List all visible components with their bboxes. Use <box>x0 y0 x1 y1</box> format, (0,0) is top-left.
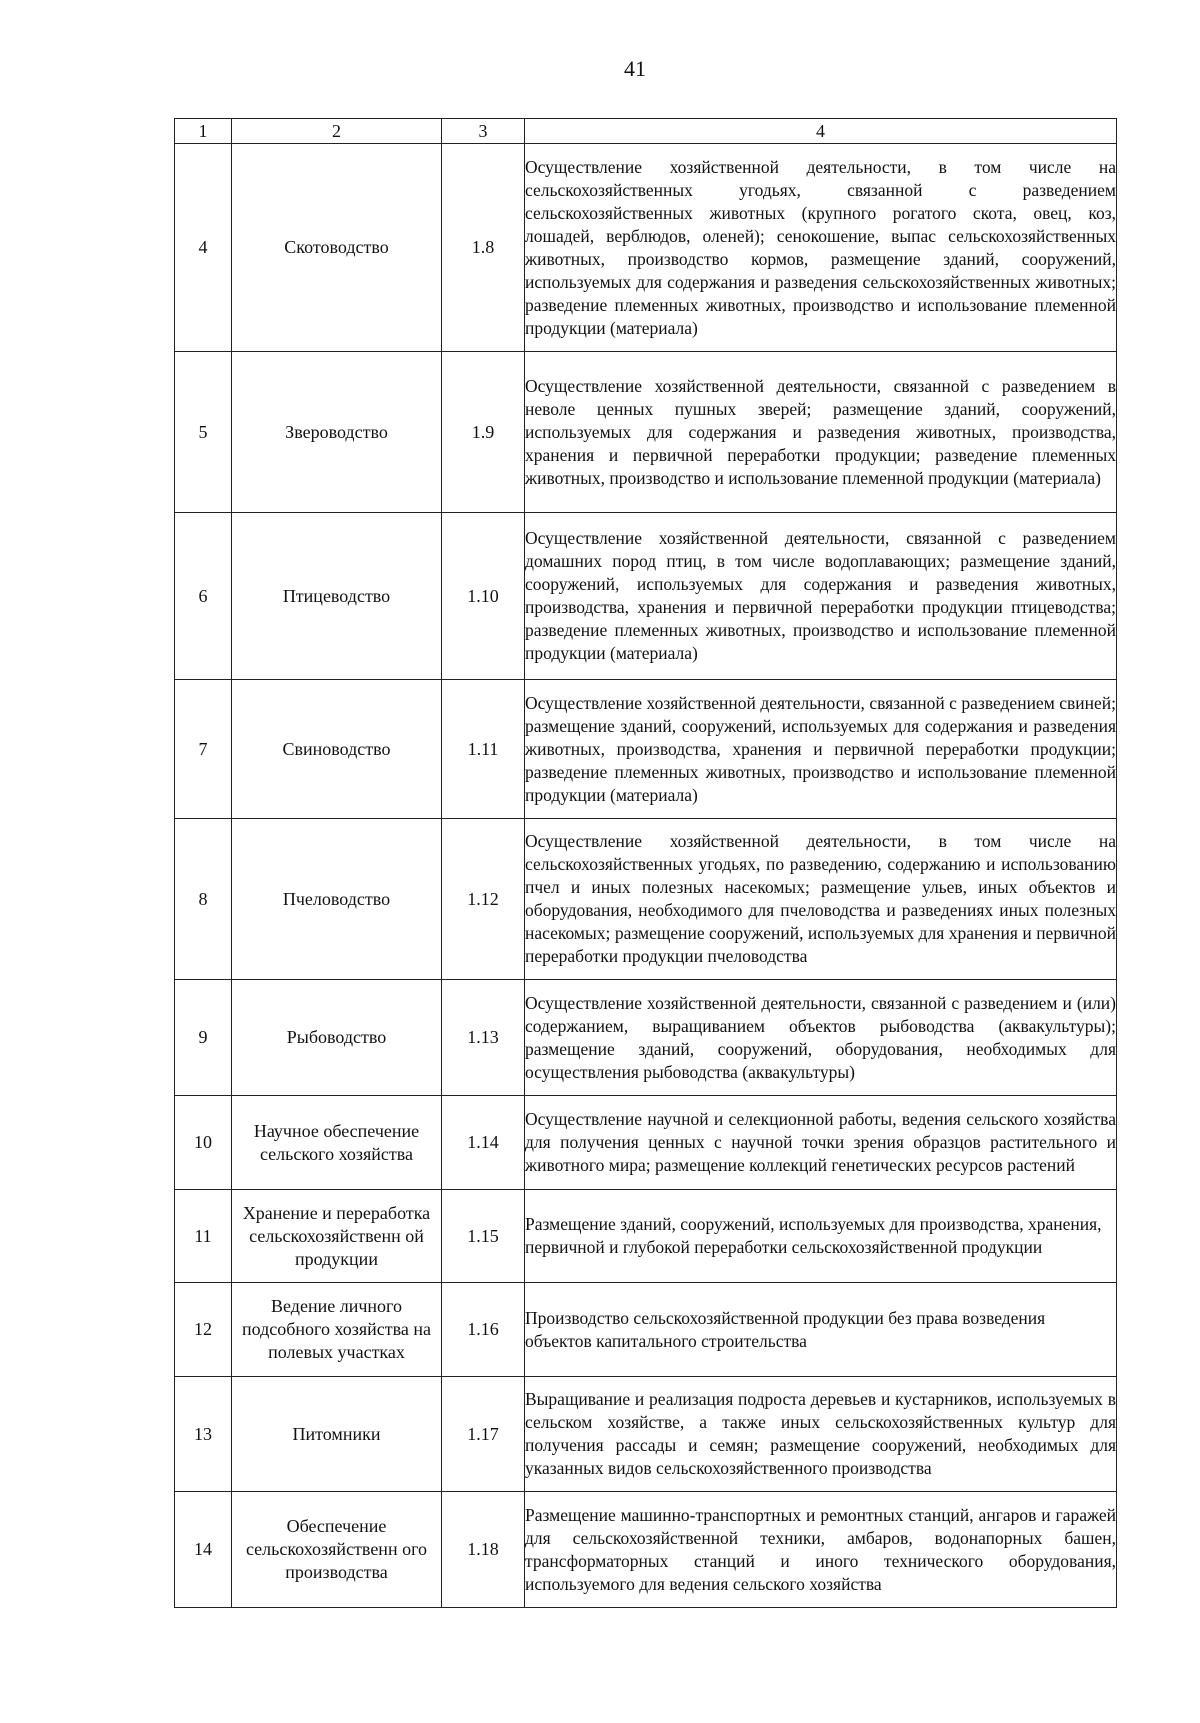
header-cell: 1 <box>175 119 232 144</box>
land-use-description: Осуществление хозяйственной деятельности, связанной с разведением и (или) содержанием, выращиванием объектов рыбоводства (аквакультуры); размещение зданий, сооружений, оборудования, необходимых для осуществления рыбоводства (аквакультуры) <box>525 980 1117 1096</box>
header-cell: 3 <box>442 119 525 144</box>
land-use-table <box>174 118 1117 1608</box>
header-cell: 2 <box>232 119 442 144</box>
land-use-name: Питомники <box>232 1377 442 1492</box>
land-use-name: Рыбоводство <box>232 980 442 1096</box>
land-use-description: Осуществление научной и селекционной работы, ведения сельского хозяйства для получения ценных с научной точки зрения образцов растительного и животного мира; размещение коллекций генетических ресурсов растений <box>525 1096 1117 1190</box>
land-use-code: 1.18 <box>442 1492 525 1608</box>
table-row <box>175 980 1117 1096</box>
land-use-description: Осуществление хозяйственной деятельности, связанной с разведением домашних пород птиц, в том числе водоплавающих; размещение зданий, сооружений, используемых для содержания и разведения животных, производства, хранения и первичной переработки продукции птицеводства; разведение племенных животных, производство и использование племенной продукции (материала) <box>525 513 1117 680</box>
header-cell: 4 <box>525 119 1117 144</box>
row-number: 10 <box>175 1096 232 1190</box>
land-use-description: Осуществление хозяйственной деятельности, связанной с разведением в неволе ценных пушных зверей; размещение зданий, сооружений, используемых для содержания и разведения животных, производства, хранения и первичной переработки продукции; разведение племенных животных, производство и использование племенной продукции (материала) <box>525 352 1117 513</box>
land-use-description: Осуществление хозяйственной деятельности, в том числе на сельскохозяйственных угодьях, связанной с разведением сельскохозяйственных животных (крупного рогатого скота, овец, коз, лошадей, верблюдов, оленей); сенокошение, выпас сельскохозяйственных животных, производство кормов, размещение зданий, сооружений, используемых для содержания и разведения сельскохозяйственных животных; разведение племенных животных, производство и использование племенной продукции (материала) <box>525 144 1117 352</box>
land-use-code: 1.15 <box>442 1190 525 1283</box>
table-row <box>175 1283 1117 1377</box>
land-use-code: 1.9 <box>442 352 525 513</box>
land-use-code: 1.12 <box>442 819 525 980</box>
table-row <box>175 1377 1117 1492</box>
land-use-name: Свиноводство <box>232 680 442 819</box>
land-use-code: 1.8 <box>442 144 525 352</box>
table-row <box>175 1190 1117 1283</box>
land-use-description: Осуществление хозяйственной деятельности, в том числе на сельскохозяйственных угодьях, по разведению, содержанию и использованию пчел и иных полезных насекомых; размещение ульев, иных объектов и оборудования, необходимого для пчеловодства и разведениях иных полезных насекомых; размещение сооружений, используемых для хранения и первичной переработки продукции пчеловодства <box>525 819 1117 980</box>
table-row <box>175 352 1117 513</box>
land-use-code: 1.14 <box>442 1096 525 1190</box>
land-use-code: 1.16 <box>442 1283 525 1377</box>
table-row <box>175 680 1117 819</box>
land-use-description: Размещение зданий, сооружений, используемых для производства, хранения, первичной и глубокой переработки сельскохозяйственной продукции <box>525 1190 1117 1283</box>
land-use-code: 1.13 <box>442 980 525 1096</box>
land-use-code: 1.11 <box>442 680 525 819</box>
row-number: 13 <box>175 1377 232 1492</box>
land-use-code: 1.10 <box>442 513 525 680</box>
land-use-name: Научное обеспечение сельского хозяйства <box>232 1096 442 1190</box>
land-use-name: Обеспечение сельскохозяйственн ого производства <box>232 1492 442 1608</box>
land-use-description: Осуществление хозяйственной деятельности, связанной с разведением свиней; размещение зданий, сооружений, используемых для содержания и разведения животных, производства, хранения и первичной переработки продукции; разведение племенных животных, производство и использование племенной продукции (материала) <box>525 680 1117 819</box>
land-use-name: Пчеловодство <box>232 819 442 980</box>
row-number: 9 <box>175 980 232 1096</box>
land-use-description: Выращивание и реализация подроста деревьев и кустарников, используемых в сельском хозяйстве, а также иных сельскохозяйственных культур для получения рассады и семян; размещение сооружений, необходимых для указанных видов сельскохозяйственного производства <box>525 1377 1117 1492</box>
row-number: 4 <box>175 144 232 352</box>
row-number: 7 <box>175 680 232 819</box>
land-use-name: Звероводство <box>232 352 442 513</box>
table-row <box>175 513 1117 680</box>
land-use-name: Хранение и переработка сельскохозяйственн ой продукции <box>232 1190 442 1283</box>
table-row <box>175 1492 1117 1608</box>
row-number: 8 <box>175 819 232 980</box>
land-use-name: Птицеводство <box>232 513 442 680</box>
table-header-row <box>175 119 1117 144</box>
table-row <box>175 144 1117 352</box>
row-number: 14 <box>175 1492 232 1608</box>
row-number: 12 <box>175 1283 232 1377</box>
page-number: 41 <box>624 56 646 81</box>
table-row <box>175 819 1117 980</box>
row-number: 5 <box>175 352 232 513</box>
land-use-description: Производство сельскохозяйственной продукции без права возведения объектов капитального строительства <box>525 1283 1117 1377</box>
row-number: 6 <box>175 513 232 680</box>
land-use-description: Размещение машинно-транспортных и ремонтных станций, ангаров и гаражей для сельскохозяйственной техники, амбаров, водонапорных башен, трансформаторных станций и иного технического оборудования, используемого для ведения сельского хозяйства <box>525 1492 1117 1608</box>
row-number: 11 <box>175 1190 232 1283</box>
land-use-name: Скотоводство <box>232 144 442 352</box>
land-use-code: 1.17 <box>442 1377 525 1492</box>
table-row <box>175 1096 1117 1190</box>
land-use-name: Ведение личного подсобного хозяйства на полевых участках <box>232 1283 442 1377</box>
